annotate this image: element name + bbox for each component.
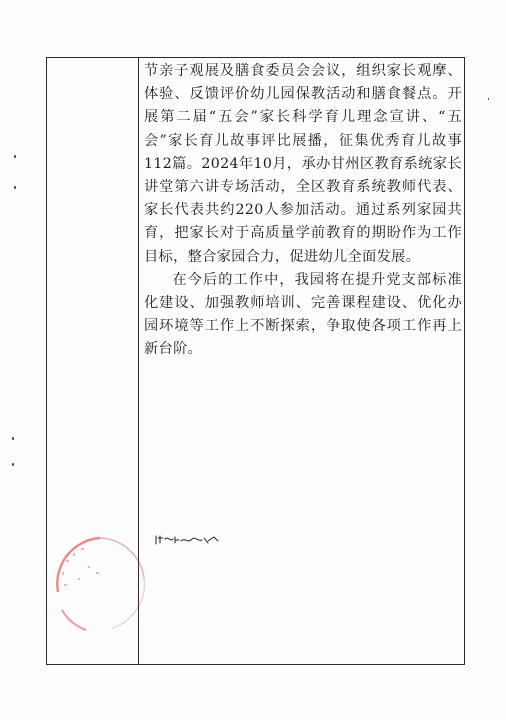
scan-speck: [14, 155, 16, 158]
paragraph-1: 节亲子观展及膳食委员会会议，组织家长观摩、体验、反馈评价幼儿园保教活动和膳食餐点。开展第二届“五会”家长科学育儿理念宣讲、“五会”家长育儿故事评比展播，征集优秀育儿故事112篇。2024年10月，承办甘州区教育系统家长讲堂第六讲专场活动，全区教育系统教师代表、家长代表共约220人参加活动。通过系列家园共育，把家长对于高质量学前教育的期盼作为工作目标，整合家园合力，促进幼儿全面发展。: [144, 63, 462, 265]
handwritten-signature: [154, 528, 224, 550]
official-seal: [40, 520, 160, 640]
scan-speck: [488, 98, 489, 100]
scan-speck: [12, 463, 14, 466]
scan-speck: [14, 186, 16, 189]
body-text: [144, 60, 462, 362]
scan-speck: [12, 437, 14, 440]
paragraph-2: 在今后的工作中，我园将在提升党支部标准化建设、加强教师培训、完善课程建设、优化办园环境等工作上不断探索，争取使各项工作再上新台阶。: [144, 271, 462, 358]
